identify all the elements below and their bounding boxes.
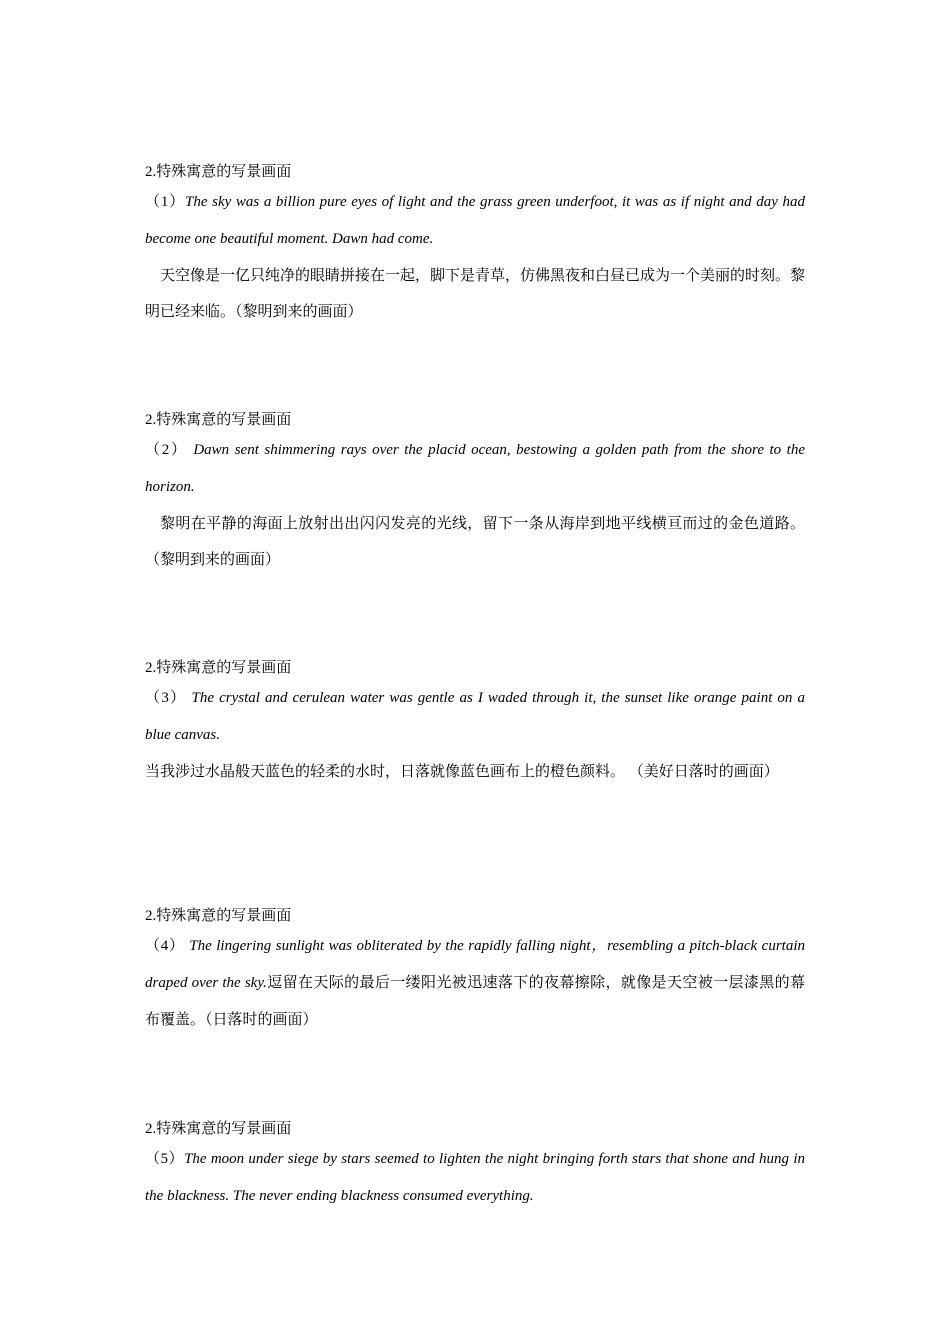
entry-1: [145, 160, 805, 331]
chinese-translation: 当我涉过水晶般天蓝色的轻柔的水时，日落就像蓝色画布上的橙色颜料。 （美好日落时的画面）: [145, 763, 779, 780]
entry-3: [145, 656, 805, 790]
english-sentence: [145, 928, 805, 1038]
english-text: The crystal and cerulean water was gentle as I waded through it, the sunset like orange paint on a blue canvas.: [145, 690, 805, 743]
english-sentence: [145, 1141, 805, 1215]
sentence-number: （4）: [145, 938, 185, 954]
section-heading: 2.特殊寓意的写景画面: [145, 412, 292, 428]
sentence-number: （3）: [145, 690, 187, 706]
section-heading: 2.特殊寓意的写景画面: [145, 660, 292, 676]
chinese-translation: 天空像是一亿只纯净的眼睛拼接在一起，脚下是青草，仿佛黑夜和白昼已成为一个美丽的时刻。黎明已经来临。（黎明到来的画面）: [145, 267, 806, 321]
section-heading: 2.特殊寓意的写景画面: [145, 164, 292, 180]
sentence-number: （1）: [145, 194, 186, 210]
chinese-translation: 黎明在平静的海面上放射出出闪闪发亮的光线，留下一条从海岸到地平线横亘而过的金色道路。 （黎明到来的画面）: [145, 515, 805, 569]
english-text: Dawn sent shimmering rays over the placid ocean, bestowing a golden path from the shore to the horizon.: [145, 442, 806, 495]
english-text: The sky was a billion pure eyes of light and the grass green underfoot, it was as if night and day had become one beautiful moment. Dawn had come.: [145, 194, 805, 247]
english-text: The moon under siege by stars seemed to lighten the night bringing forth stars that shone and hung in the blackness. The never ending blackness consumed everything.: [145, 1151, 805, 1204]
english-text: The lingering sunlight was obliterated by the rapidly falling night，resembling a pitch-black curtain draped over the sky.: [145, 938, 805, 991]
entry-2: [145, 408, 805, 579]
entry-4: [145, 904, 805, 1038]
section-heading: 2.特殊寓意的写景画面: [145, 908, 292, 924]
chinese-translation: 逗留在天际的最后一缕阳光被迅速落下的夜幕擦除，就像是天空被一层漆黑的幕布覆盖。（日落时的画面）: [145, 974, 805, 1028]
sentence-number: （5）: [145, 1151, 185, 1167]
english-sentence: [145, 184, 805, 258]
sentence-number: （2）: [145, 442, 188, 458]
entry-5: [145, 1117, 805, 1215]
section-heading: 2.特殊寓意的写景画面: [145, 1121, 292, 1137]
english-sentence: [145, 680, 805, 754]
english-sentence: [145, 432, 805, 506]
